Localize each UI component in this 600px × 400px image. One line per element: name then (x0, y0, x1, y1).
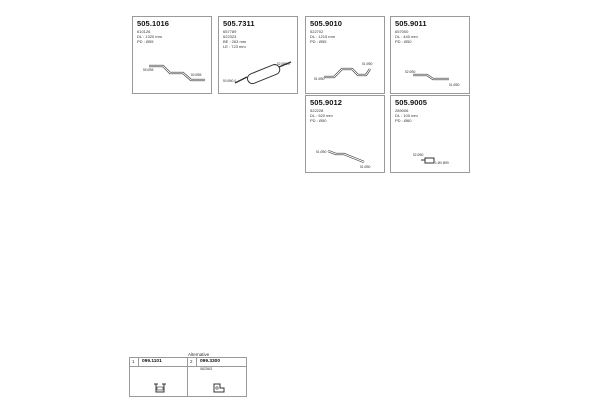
connector-drawing (391, 96, 471, 174)
dim-label: 52 Ø50 (413, 153, 424, 157)
pipe-drawing (391, 17, 471, 95)
part-card-505-7311[interactable] (218, 16, 298, 94)
alternative-number: 1 (132, 359, 135, 364)
dim-label: 51 Ø50 (360, 165, 371, 169)
part-code: 505.9010 (310, 19, 343, 28)
bracket-icon (188, 358, 246, 396)
part-details: 289006 DL : 100 mm PD : Ø60 (395, 108, 418, 123)
dim-label: 51 Ø50 (449, 83, 460, 87)
part-code: 505.7311 (223, 19, 255, 28)
part-card-505-9010[interactable] (305, 16, 385, 94)
part-card-505-9012[interactable] (305, 95, 385, 173)
dim-label: 52 Ø50 (405, 70, 416, 74)
part-card-505-9005[interactable] (390, 95, 470, 173)
part-card-505-9011[interactable] (390, 16, 470, 94)
alternative-table (129, 357, 247, 397)
muffler-drawing (219, 17, 299, 95)
dim-label: 50 Ø55 (191, 73, 202, 77)
part-details: 522228 DL : 920 mm PD : Ø50 (310, 108, 333, 123)
alternative-code: 099.3300 (200, 359, 221, 364)
part-code: 505.1016 (137, 19, 170, 28)
pipe-drawing (306, 17, 386, 95)
pipe-drawing (133, 17, 213, 95)
part-details: 522702 DL : 1215 mm PD : Ø55 (310, 29, 335, 44)
alternative-code: 099.1101 (142, 359, 162, 364)
dim-label: 55 Ø55 (143, 68, 154, 72)
alternative-subcode: 082563 (200, 367, 212, 371)
clamp-icon (130, 358, 188, 396)
part-code: 505.9012 (310, 98, 343, 107)
part-details: 657789 622323 BE : 263 mm LE : 723 mm (223, 29, 247, 49)
part-details: 657000 DL : 440 mm PD : Ø50 (395, 29, 418, 44)
part-code: 505.9011 (395, 19, 427, 28)
dim-label: 51 Ø50 (314, 77, 325, 81)
part-details: 610126 DL : 1320 mm PD : Ø55 (137, 29, 162, 44)
alternative-item[interactable] (188, 358, 246, 396)
part-code: 505.9005 (395, 98, 428, 107)
alternative-number: 2 (190, 359, 193, 364)
dim-label: 51 Ø50 (362, 62, 373, 66)
dim-label: 50 Ø60.0 (223, 79, 237, 83)
dim-label: 52 Ø60.0 (277, 62, 291, 66)
dim-label: 1 Ø0 Ø59 (435, 161, 449, 165)
dim-label: 51 Ø50 (316, 150, 327, 154)
part-card-505-1016[interactable] (132, 16, 212, 94)
alternative-item[interactable] (130, 358, 188, 396)
pipe-drawing (306, 96, 386, 174)
alternative-title: Alternative (188, 352, 210, 357)
